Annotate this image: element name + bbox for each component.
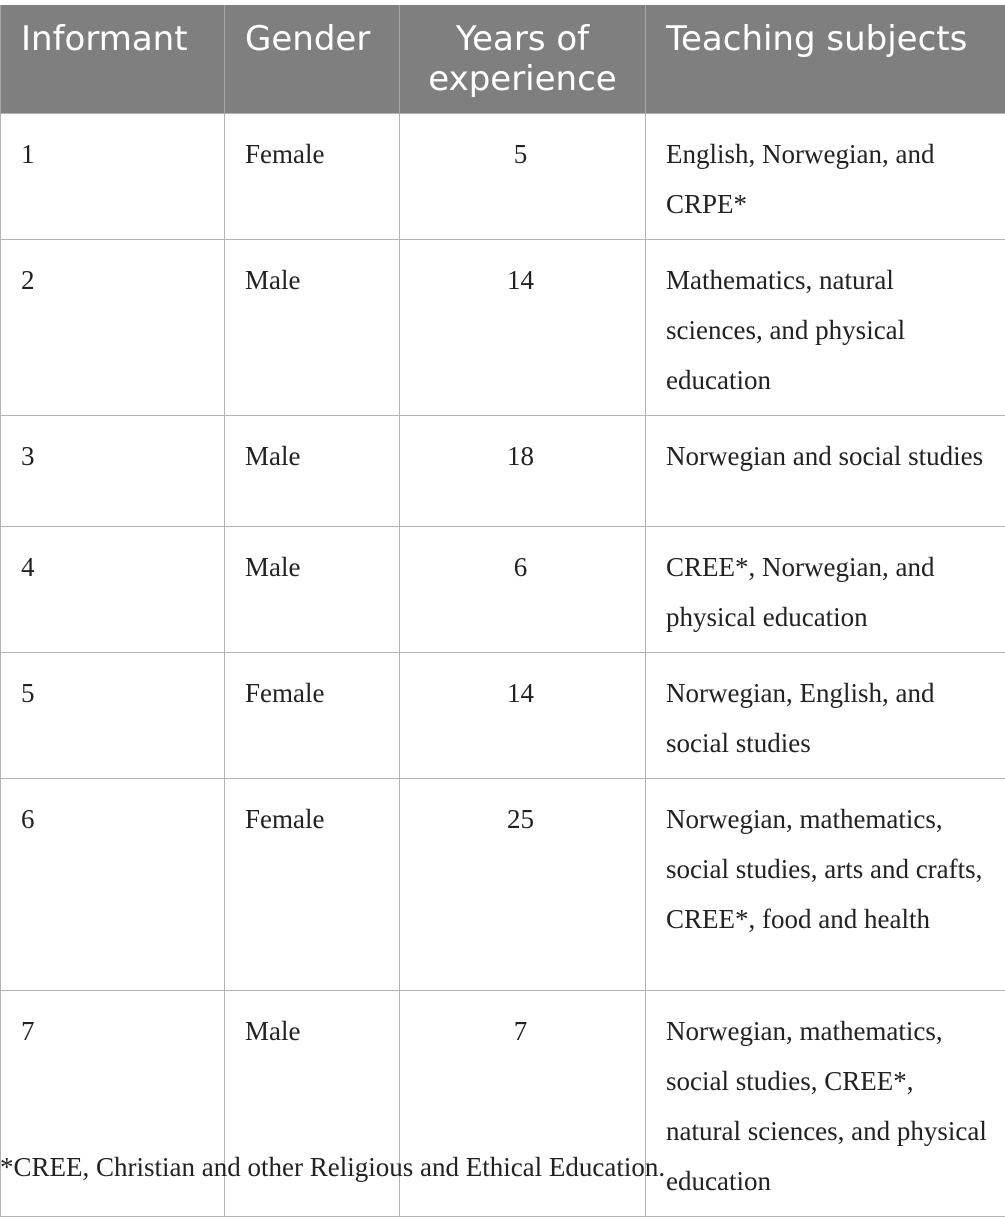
cell-years: 7 <box>400 990 646 1216</box>
cell-gender: Female <box>225 652 400 778</box>
header-teaching-subjects: Teaching subjects <box>646 5 1005 113</box>
cell-informant: 3 <box>1 415 225 526</box>
table-row <box>1 778 1005 990</box>
table-row <box>1 113 1005 239</box>
cell-informant: 4 <box>1 526 225 652</box>
cell-informant: 2 <box>1 239 225 415</box>
cell-years: 6 <box>400 526 646 652</box>
cell-gender: Male <box>225 415 400 526</box>
cell-gender: Male <box>225 239 400 415</box>
table-footnote: *CREE, Christian and other Religious and Ethical Education. <box>0 1152 665 1183</box>
cell-subjects: Norwegian, mathematics, social studies, arts and crafts, CREE*, food and health <box>646 778 1005 990</box>
cell-years: 18 <box>400 415 646 526</box>
header-years-of-experience: Years of experience <box>400 5 646 113</box>
cell-gender: Male <box>225 526 400 652</box>
cell-gender: Male <box>225 990 400 1216</box>
cell-years: 5 <box>400 113 646 239</box>
table-body <box>1 113 1005 1216</box>
cell-subjects: Norwegian, mathematics, social studies, CREE*, natural sciences, and physical education <box>646 990 1005 1216</box>
cell-subjects: CREE*, Norwegian, and physical education <box>646 526 1005 652</box>
cell-subjects: Norwegian and social studies <box>646 415 1005 526</box>
cell-subjects: Norwegian, English, and social studies <box>646 652 1005 778</box>
table-row <box>1 239 1005 415</box>
cell-informant: 7 <box>1 990 225 1216</box>
header-gender: Gender <box>225 5 400 113</box>
table-row <box>1 526 1005 652</box>
cell-years: 14 <box>400 239 646 415</box>
cell-informant: 6 <box>1 778 225 990</box>
table-row <box>1 415 1005 526</box>
cell-years: 14 <box>400 652 646 778</box>
informants-table <box>0 5 1005 1217</box>
header-row <box>1 5 1005 113</box>
table-row <box>1 652 1005 778</box>
cell-subjects: Mathematics, natural sciences, and physical education <box>646 239 1005 415</box>
cell-gender: Female <box>225 113 400 239</box>
table-header <box>1 5 1005 113</box>
cell-informant: 1 <box>1 113 225 239</box>
cell-informant: 5 <box>1 652 225 778</box>
header-informant: Informant <box>1 5 225 113</box>
cell-subjects: English, Norwegian, and CRPE* <box>646 113 1005 239</box>
cell-gender: Female <box>225 778 400 990</box>
cell-years: 25 <box>400 778 646 990</box>
